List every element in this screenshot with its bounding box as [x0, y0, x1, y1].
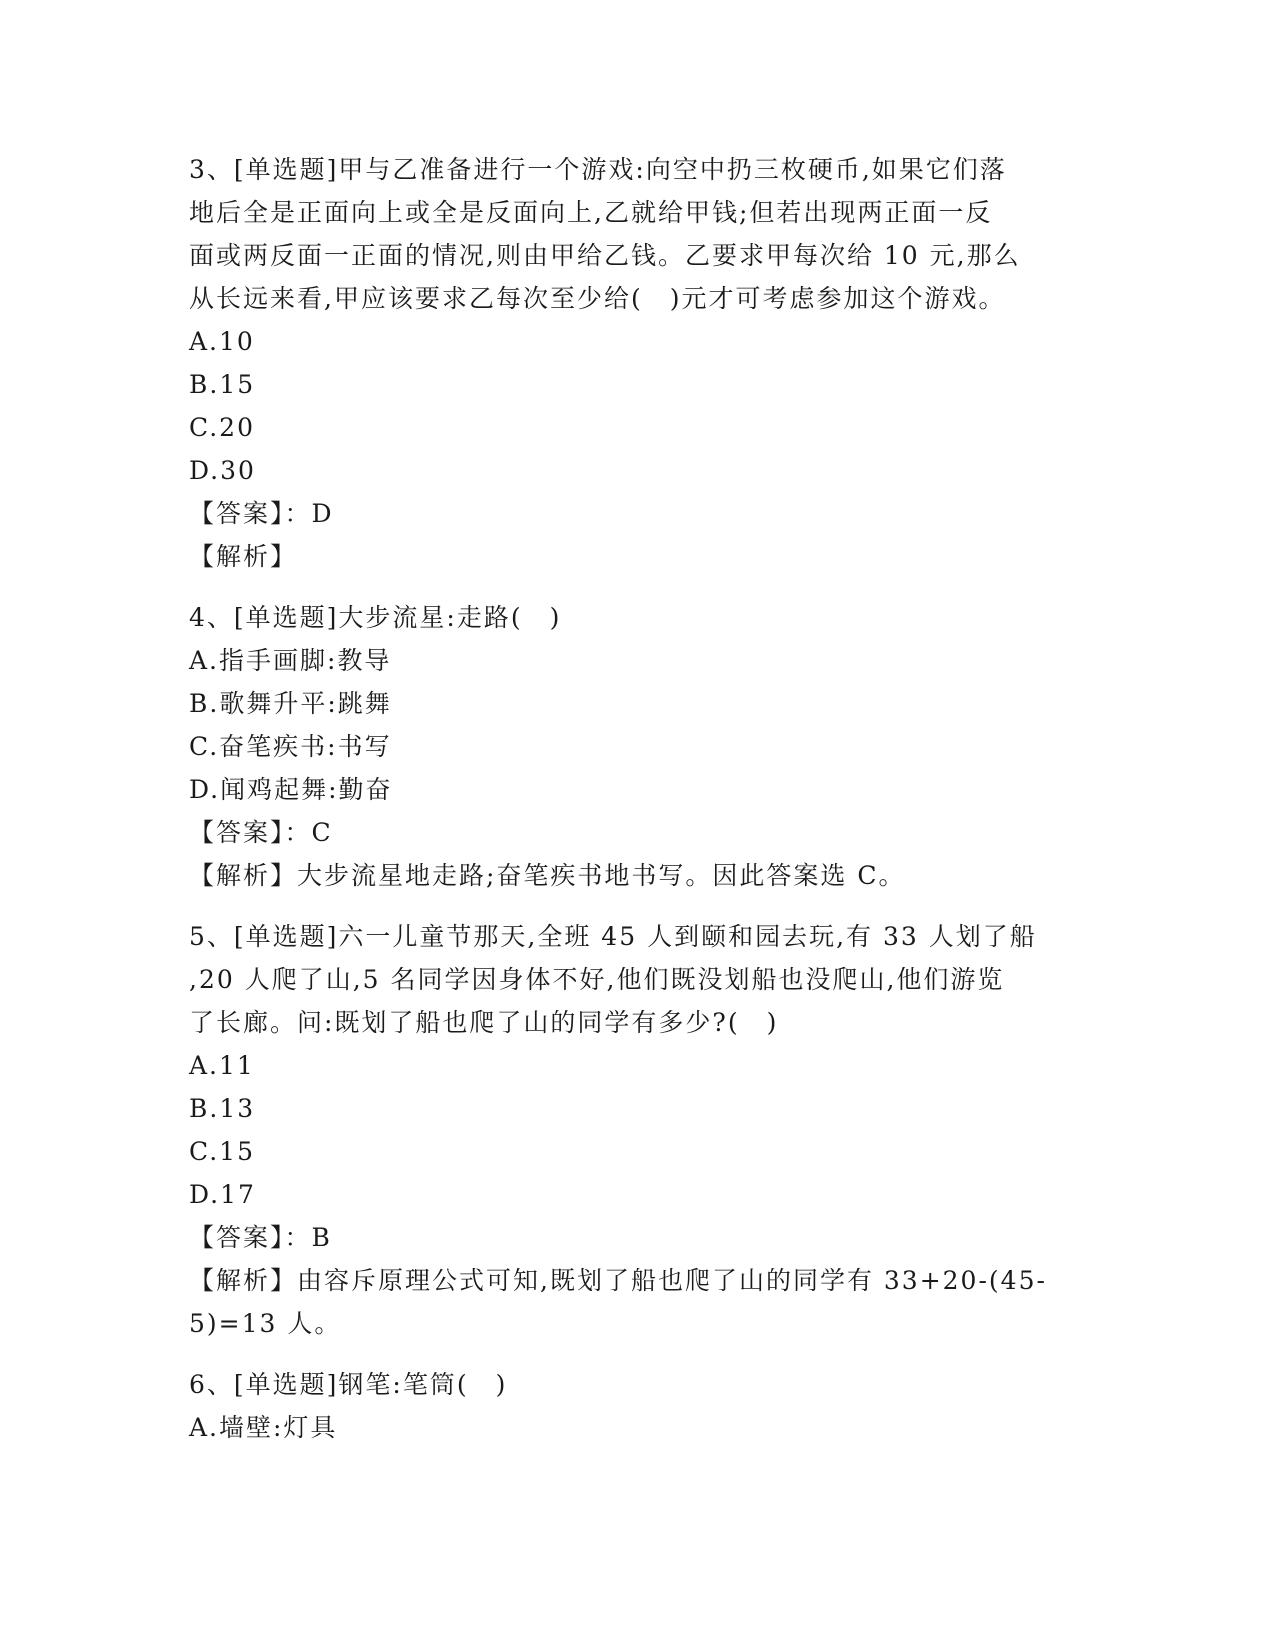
- analysis-line: 5)=13 人。: [189, 1309, 342, 1338]
- question-4: [189, 596, 1089, 897]
- option-c: C.20: [189, 413, 255, 442]
- answer-line: 【答案】：C: [189, 818, 333, 847]
- option-b: B.13: [189, 1094, 256, 1123]
- document-page: [189, 148, 1089, 1449]
- question-spacer: [189, 1345, 1089, 1363]
- analysis-line: 【解析】由容斥原理公式可知,既划了船也爬了山的同学有 33+20-(45-: [189, 1266, 1047, 1295]
- option-a: A.指手画脚:教导: [189, 646, 392, 675]
- question-stem-line: 地后全是正面向上或全是反面向上,乙就给甲钱;但若出现两正面一反: [189, 198, 993, 227]
- question-stem-line: ,20 人爬了山,5 名同学因身体不好,他们既没划船也没爬山,他们游览: [189, 965, 1005, 994]
- option-c: C.15: [189, 1137, 255, 1166]
- option-d: D.30: [189, 456, 256, 485]
- question-stem-line: 从长远来看,甲应该要求乙每次至少给( )元才可考虑参加这个游戏。: [189, 284, 1006, 313]
- option-b: B.歌舞升平:跳舞: [189, 689, 392, 718]
- question-stem-line: 6、[单选题]钢笔:笔筒( ): [189, 1370, 508, 1399]
- question-stem-line: 5、[单选题]六一儿童节那天,全班 45 人到颐和园去玩,有 33 人划了船: [189, 922, 1037, 951]
- option-c: C.奋笔疾书:书写: [189, 732, 392, 761]
- question-spacer: [189, 897, 1089, 915]
- option-b: B.15: [189, 370, 256, 399]
- question-6: [189, 1363, 1089, 1449]
- option-d: D.17: [189, 1180, 256, 1209]
- answer-line: 【答案】：B: [189, 1223, 332, 1252]
- answer-line: 【答案】：D: [189, 499, 334, 528]
- option-a: A.11: [189, 1051, 255, 1080]
- question-5: [189, 915, 1089, 1345]
- question-3: [189, 148, 1089, 578]
- analysis-line: 【解析】大步流星地走路;奋笔疾书地书写。因此答案选 C。: [189, 861, 906, 890]
- question-stem-line: 面或两反面一正面的情况,则由甲给乙钱。乙要求甲每次给 10 元,那么: [189, 241, 1021, 270]
- analysis-line: 【解析】: [189, 542, 298, 571]
- question-stem-line: 4、[单选题]大步流星:走路( ): [189, 603, 562, 632]
- option-a: A.10: [189, 327, 255, 356]
- question-spacer: [189, 578, 1089, 596]
- option-d: D.闻鸡起舞:勤奋: [189, 775, 393, 804]
- question-stem-line: 了长廊。问:既划了船也爬了山的同学有多少?( ): [189, 1008, 779, 1037]
- question-stem-line: 3、[单选题]甲与乙准备进行一个游戏:向空中扔三枚硬币,如果它们落: [189, 155, 1007, 184]
- option-a: A.墙壁:灯具: [189, 1413, 338, 1442]
